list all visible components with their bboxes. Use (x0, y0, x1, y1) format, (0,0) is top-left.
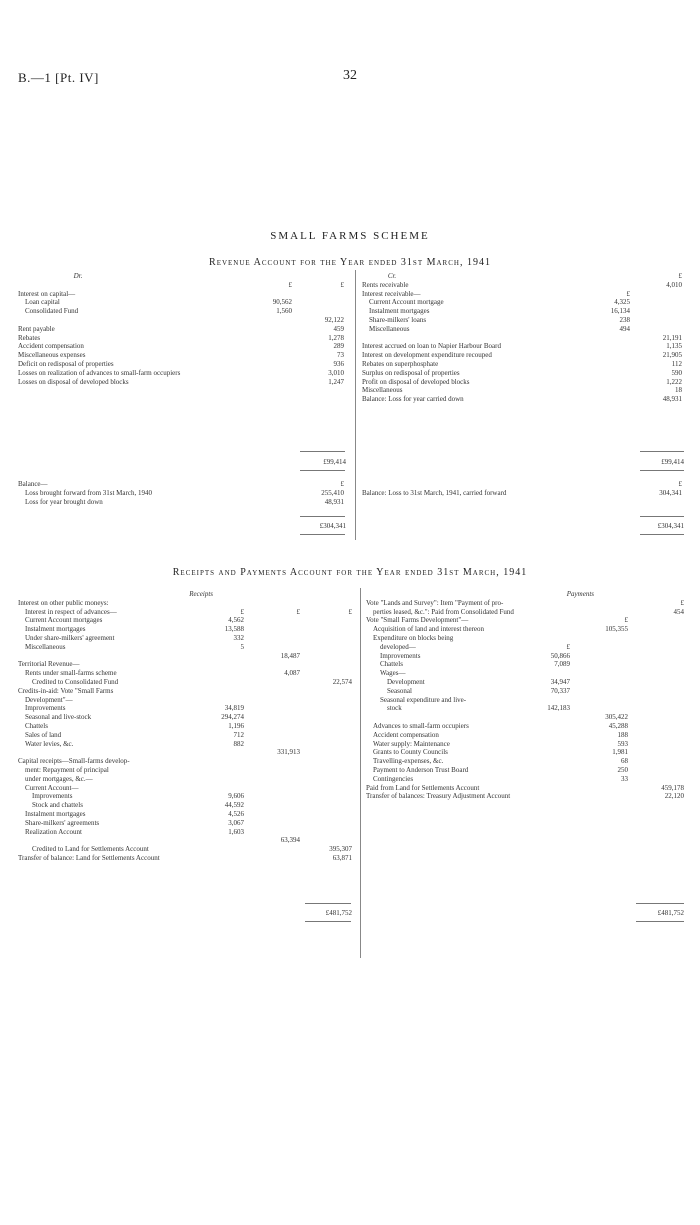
table-row (18, 819, 353, 828)
row-label: Miscellaneous (369, 324, 410, 333)
row-amount: 1,560 (276, 307, 292, 316)
table-row (362, 290, 684, 299)
payments-rows (366, 599, 684, 801)
table-row (18, 652, 353, 661)
row-label: developed— (380, 642, 416, 651)
table-row (18, 810, 353, 819)
table-row (18, 616, 353, 625)
row-label: Interest on other public moneys: (18, 598, 109, 607)
row-label: Losses on disposal of developed blocks (18, 377, 129, 386)
table-row (18, 489, 348, 498)
total-rule (300, 451, 345, 452)
credit-rows (362, 281, 684, 404)
table-row (18, 836, 353, 845)
row-label: Share-milkers' loans (369, 315, 427, 324)
row-label: Seasonal and live-stock (25, 713, 92, 722)
table-row (366, 634, 684, 643)
table-row (366, 599, 684, 608)
row-amount: 250 (617, 765, 628, 774)
table-row (18, 748, 353, 757)
table-row (18, 731, 353, 740)
row-amount: 304,341 (659, 488, 682, 497)
total-rule (300, 534, 345, 535)
row-label: Deficit on redisposal of properties (18, 359, 114, 368)
table-row (362, 489, 684, 498)
row-amount: £ (296, 607, 300, 616)
table-row (18, 775, 353, 784)
row-amount: 4,010 (666, 280, 682, 289)
row-amount: 395,307 (329, 845, 352, 854)
row-amount: 18 (675, 386, 682, 395)
total-rule (640, 516, 684, 517)
row-amount: 48,931 (662, 395, 682, 404)
table-row (366, 722, 684, 731)
total-rule (636, 903, 684, 904)
table-row (18, 634, 353, 643)
row-amount: 936 (333, 359, 344, 368)
table-row (18, 334, 348, 343)
row-label: Stock and chattels (32, 801, 83, 810)
row-label: Losses on realization of advances to small-farm occupiers (18, 368, 181, 377)
row-amount: 112 (671, 359, 682, 368)
table-row (366, 792, 684, 801)
table-row (18, 351, 348, 360)
row-label: Interest receivable— (362, 289, 421, 298)
table-row (362, 307, 684, 316)
row-label: Rents under small-farms scheme (25, 669, 117, 678)
row-label: Payment to Anderson Trust Board (373, 765, 469, 774)
row-amount: 1,603 (228, 827, 244, 836)
receipts-rows (18, 599, 353, 863)
row-amount: 238 (619, 315, 630, 324)
row-amount: £ (680, 598, 684, 607)
row-label: Instalment mortgages (25, 809, 86, 818)
row-amount: 4,562 (228, 616, 244, 625)
row-amount: 1,278 (328, 333, 344, 342)
total-rule (640, 451, 684, 452)
row-label: Contingencies (373, 774, 414, 783)
credit-heading-row (362, 272, 684, 281)
table-row (366, 678, 684, 687)
row-label: Loss brought forward from 31st March, 1940 (25, 488, 152, 497)
row-label: Balance— (18, 480, 48, 488)
table-row (366, 625, 684, 634)
row-label: Credits-in-aid: Vote "Small Farms (18, 686, 114, 695)
table-row (18, 298, 348, 307)
row-label: Rents receivable (362, 280, 409, 289)
page-title: SMALL FARMS SCHEME (270, 230, 430, 242)
row-label: Balance: Loss to 31st March, 1941, carried forward (362, 488, 507, 497)
table-row (366, 713, 684, 722)
table-row (362, 342, 684, 351)
table-row (366, 731, 684, 740)
row-amount: 294,274 (221, 713, 244, 722)
row-label: Advances to small-farm occupiers (373, 721, 469, 730)
table-row (18, 801, 353, 810)
row-label: Miscellaneous (362, 386, 403, 395)
row-label: ment: Repayment of principal (25, 765, 109, 774)
table-row (366, 696, 684, 705)
row-amount: 68 (621, 757, 628, 766)
row-amount: 459,178 (661, 783, 684, 792)
row-amount: 45,288 (608, 721, 628, 730)
table-row (18, 608, 353, 617)
row-amount: 332 (233, 633, 244, 642)
table-row (362, 369, 684, 378)
table-row (18, 854, 353, 863)
row-label: Miscellaneous expenses (18, 351, 86, 360)
row-label: Development (387, 677, 425, 686)
row-amount: 882 (233, 739, 244, 748)
table-row (362, 378, 684, 387)
table-row (366, 757, 684, 766)
row-label: Realization Account (25, 827, 82, 836)
row-label: Under share-milkers' agreement (25, 633, 115, 642)
table-row (18, 325, 348, 334)
row-amount: 289 (333, 342, 344, 351)
table-row (18, 316, 348, 325)
row-label: Water levies, &c. (25, 739, 74, 748)
table-row (18, 660, 353, 669)
row-label: Loss for year brought down (25, 497, 103, 506)
row-amount: 4,526 (228, 809, 244, 818)
row-amount: 50,866 (550, 651, 570, 660)
balance-debit-rows (18, 480, 348, 506)
table-row (18, 369, 348, 378)
row-label: Rent payable (18, 324, 55, 333)
revenue-divider (355, 270, 356, 540)
receipts-payments-title: Receipts and Payments Account for the Year ended 31st March, 1941 (172, 567, 528, 578)
total-rule (305, 921, 351, 922)
row-label: Interest on development expenditure recouped (362, 351, 492, 360)
row-amount: 593 (617, 739, 628, 748)
table-row (18, 845, 353, 854)
row-amount: 5 (240, 642, 244, 651)
table-row (366, 616, 684, 625)
table-row (18, 828, 353, 837)
total-rule (300, 516, 345, 517)
row-label: Balance: Loss for year carried down (362, 395, 464, 404)
row-amount: 590 (671, 368, 682, 377)
table-row (18, 378, 348, 387)
table-row (18, 740, 353, 749)
row-amount: 48,931 (324, 497, 344, 506)
table-row (362, 386, 684, 395)
row-label: Chattels (380, 660, 403, 669)
row-label: Seasonal (387, 686, 412, 695)
row-label: Vote "Lands and Survey": Item "Payment of pro- (366, 598, 504, 607)
row-amount: 105,355 (605, 625, 628, 634)
debit-currency-row (18, 281, 348, 290)
row-amount: 142,183 (547, 704, 570, 713)
revenue-total-credit: £99,414 (661, 458, 684, 466)
row-amount: 494 (619, 324, 630, 333)
balance-total-credit: £304,341 (657, 522, 684, 530)
row-label: Current Account mortgages (25, 616, 103, 625)
total-rule (640, 534, 684, 535)
row-amount: 92,122 (324, 315, 344, 324)
row-label: Consolidated Fund (25, 307, 79, 316)
page-number: 32 (343, 68, 357, 83)
table-row (18, 625, 353, 634)
table-row (362, 351, 684, 360)
row-amount: 21,905 (662, 351, 682, 360)
payments-heading-row (366, 590, 684, 599)
row-label: Sales of land (25, 730, 62, 739)
row-label: Chattels (25, 721, 48, 730)
table-row (366, 740, 684, 749)
table-row (18, 643, 353, 652)
table-row (366, 704, 684, 713)
row-label: Wages— (380, 669, 406, 678)
receipts-side (18, 590, 353, 863)
row-amount: £ (678, 480, 682, 488)
table-row (18, 713, 353, 722)
row-amount: £ (240, 607, 244, 616)
row-label: Current Account— (25, 783, 79, 792)
row-amount: 3,067 (228, 818, 244, 827)
table-row (18, 757, 353, 766)
row-amount: 331,913 (277, 748, 300, 757)
table-row (362, 325, 684, 334)
row-amount: 70,337 (550, 686, 570, 695)
total-rule (640, 470, 684, 471)
table-row (366, 687, 684, 696)
row-amount: 712 (233, 730, 244, 739)
table-row (18, 498, 348, 507)
table-row (18, 669, 353, 678)
row-amount: 13,588 (224, 625, 244, 634)
row-label: Travelling-expenses, &c. (373, 757, 444, 766)
row-amount: 4,087 (284, 669, 300, 678)
payments-heading: Payments (566, 590, 594, 598)
table-row (366, 652, 684, 661)
row-amount: 34,819 (224, 704, 244, 713)
table-row (362, 298, 684, 307)
row-label: Rebates on superphosphate (362, 359, 439, 368)
balance-total-debit: £304,341 (319, 522, 346, 530)
row-label: Transfer of balance: Land for Settlements Account (18, 853, 160, 862)
receipts-total: £481,752 (325, 909, 352, 917)
row-amount: 1,222 (666, 377, 682, 386)
row-label: under mortgages, &c.— (25, 774, 93, 783)
table-row (366, 660, 684, 669)
row-amount: 459 (333, 324, 344, 333)
revenue-credit-side (362, 272, 684, 404)
row-amount: 44,592 (224, 801, 244, 810)
row-amount: £ (340, 480, 344, 488)
row-label: Accident compensation (18, 342, 84, 351)
row-label: Loan capital (25, 298, 60, 307)
table-row (18, 696, 353, 705)
row-amount: 1,135 (666, 342, 682, 351)
row-amount: £ (348, 607, 352, 616)
debit-rows (18, 290, 348, 387)
row-amount: 21,191 (662, 333, 682, 342)
row-label: Credited to Land for Settlements Account (32, 845, 149, 854)
row-amount: 7,089 (554, 660, 570, 669)
revenue-account-title: Revenue Account for the Year ended 31st March, 1941 (209, 257, 491, 268)
table-row (18, 480, 348, 489)
table-row (366, 766, 684, 775)
row-amount: 3,010 (328, 368, 344, 377)
total-rule (636, 921, 684, 922)
balance-credit-rows (362, 480, 684, 498)
row-label: Improvements (380, 651, 421, 660)
balance-debit-side (18, 480, 348, 506)
row-amount: 63,394 (280, 836, 300, 845)
row-label: Interest in respect of advances— (25, 607, 117, 616)
payments-side (366, 590, 684, 801)
table-row (18, 290, 348, 299)
row-amount: 1,981 (612, 748, 628, 757)
row-label: Development"— (25, 695, 73, 704)
row-label: Grants to County Councils (373, 748, 448, 757)
table-row (366, 748, 684, 757)
row-amount: 22,120 (664, 792, 684, 801)
table-row (18, 687, 353, 696)
table-row (18, 792, 353, 801)
revenue-debit-side (18, 272, 348, 386)
table-row (18, 360, 348, 369)
row-amount: 73 (337, 351, 344, 360)
table-row (18, 722, 353, 731)
table-row (362, 360, 684, 369)
row-label: Expenditure on blocks being (373, 633, 454, 642)
table-row (18, 704, 353, 713)
row-label: Transfer of balances: Treasury Adjustment Account (366, 792, 511, 801)
currency-symbol: £ (340, 280, 344, 289)
payments-total: £481,752 (657, 909, 684, 917)
row-amount: 188 (617, 730, 628, 739)
row-amount: 16,134 (610, 307, 630, 316)
table-row (18, 766, 353, 775)
row-label: Profit on disposal of developed blocks (362, 377, 470, 386)
table-row (366, 775, 684, 784)
row-amount: 1,196 (228, 721, 244, 730)
currency-symbol: £ (288, 280, 292, 289)
table-row (366, 784, 684, 793)
total-rule (300, 470, 345, 471)
row-label: Surplus on redisposal of properties (362, 368, 460, 377)
row-amount: 255,410 (321, 488, 344, 497)
row-label: Interest on capital— (18, 289, 76, 298)
row-label: Share-milkers' agreements (25, 818, 100, 827)
row-amount: 63,871 (332, 853, 352, 862)
debit-heading-row (18, 272, 348, 281)
debit-heading: Dr. (73, 272, 83, 280)
table-row (18, 599, 353, 608)
row-amount: 4,325 (614, 298, 630, 307)
row-amount: £ (626, 289, 630, 298)
row-label: Instalment mortgages (25, 625, 86, 634)
table-row (18, 784, 353, 793)
table-row (366, 643, 684, 652)
revenue-total-debit: £99,414 (323, 458, 346, 466)
table-row (362, 316, 684, 325)
row-label: Paid from Land for Settlements Account (366, 783, 480, 792)
total-rule (305, 903, 351, 904)
receipts-payments-divider (360, 588, 361, 958)
row-label: perties leased, &c.": Paid from Consolidated Fund (373, 607, 514, 616)
row-amount: 305,422 (605, 713, 628, 722)
receipts-heading: Receipts (189, 590, 213, 598)
table-row (18, 342, 348, 351)
row-amount: £ (566, 642, 570, 651)
row-amount: 9,606 (228, 792, 244, 801)
table-row (366, 608, 684, 617)
row-label: Accident compensation (373, 730, 439, 739)
table-row (18, 307, 348, 316)
row-label: Credited to Consolidated Fund (32, 677, 119, 686)
row-amount: £ (624, 616, 628, 625)
document-reference: B.—1 [Pt. IV] (18, 70, 99, 85)
row-label: Capital receipts—Small-farms develop- (18, 757, 130, 766)
row-label: Miscellaneous (25, 642, 66, 651)
row-amount: 18,487 (280, 651, 300, 660)
table-row (18, 678, 353, 687)
row-amount: 34,947 (550, 677, 570, 686)
row-label: Rebates (18, 333, 41, 342)
row-label: Interest accrued on loan to Napier Harbour Board (362, 342, 501, 351)
row-label: Instalment mortgages (369, 307, 430, 316)
row-amount: 33 (621, 774, 628, 783)
table-row (362, 480, 684, 489)
row-amount: 1,247 (328, 377, 344, 386)
table-row (362, 395, 684, 404)
row-label: stock (387, 704, 402, 713)
currency-symbol: £ (678, 272, 682, 280)
table-row (362, 334, 684, 343)
row-amount: 22,574 (332, 677, 352, 686)
table-row (366, 669, 684, 678)
balance-credit-side (362, 480, 684, 498)
row-label: Water supply: Maintenance (373, 739, 450, 748)
row-amount: 90,562 (272, 298, 292, 307)
row-label: Territorial Revenue— (18, 660, 80, 669)
row-label: Acquisition of land and interest thereon (373, 625, 484, 634)
row-label: Improvements (32, 792, 73, 801)
credit-heading: Cr. (387, 272, 397, 280)
row-label: Current Account mortgage (369, 298, 444, 307)
row-amount: 454 (673, 607, 684, 616)
receipts-heading-row (18, 590, 353, 599)
row-label: Vote "Small Farms Development"— (366, 616, 469, 625)
table-row (362, 281, 684, 290)
row-label: Seasonal expenditure and live- (380, 695, 467, 704)
row-label: Improvements (25, 704, 66, 713)
